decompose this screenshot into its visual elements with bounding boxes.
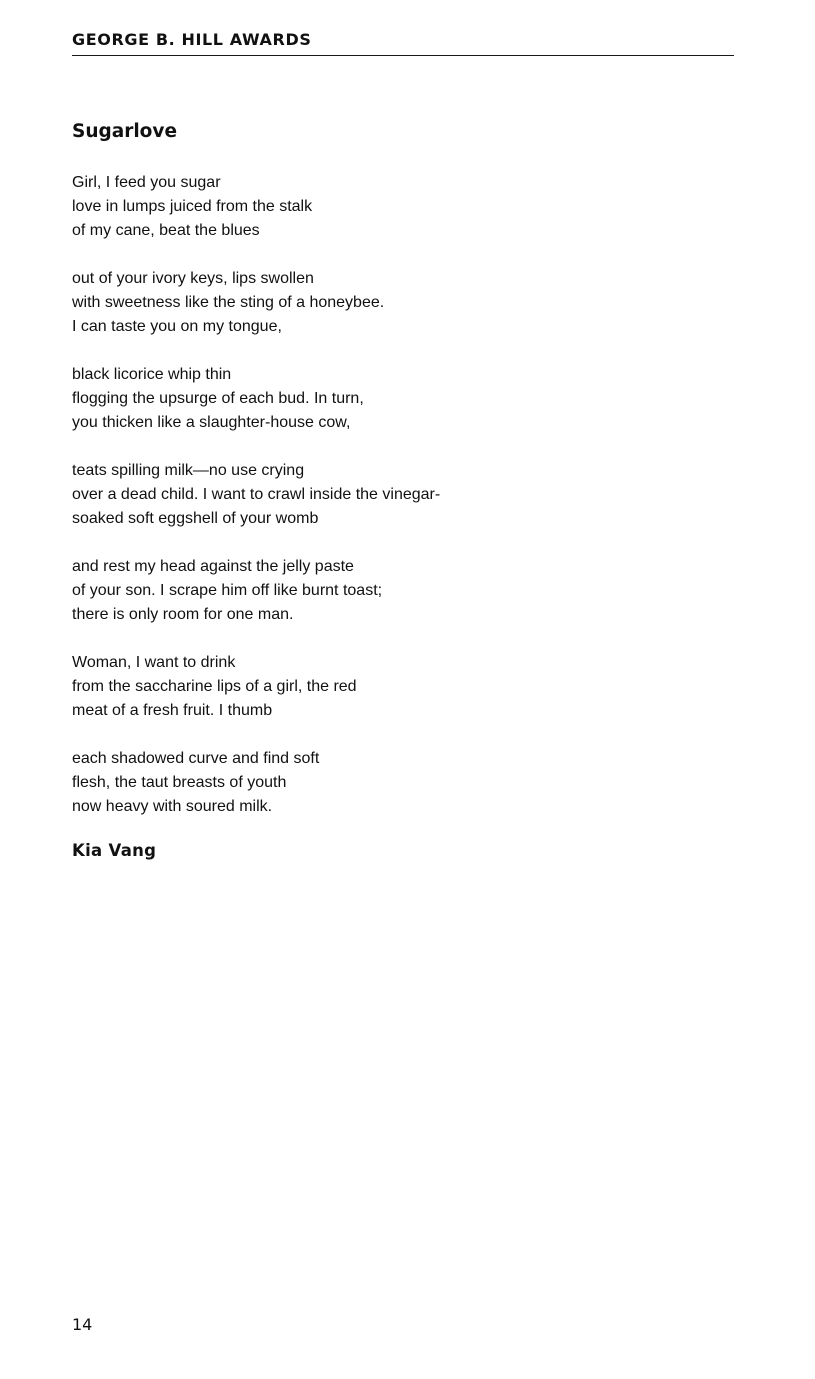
stanza-1 [72,171,592,243]
author-name: Kia Vang [72,841,157,860]
stanza-4 [72,459,592,531]
header-rule [72,55,734,56]
stanza-5 [72,555,592,627]
poem-line: soaked soft eggshell of your womb [72,510,319,527]
poem-line: love in lumps juiced from the stalk [72,198,313,215]
poem-line: Girl, I feed you sugar [72,174,221,191]
poem-line: flogging the upsurge of each bud. In turn, [72,390,364,407]
running-head-title: GEORGE B. HILL AWARDS [72,30,312,49]
poem-line: each shadowed curve and find soft [72,750,320,767]
poem-line: with sweetness like the sting of a honeybee. [72,294,385,311]
stanza-3 [72,363,592,435]
poem-line: and rest my head against the jelly paste [72,558,354,575]
poem-line: black licorice whip thin [72,366,232,383]
poem-line: from the saccharine lips of a girl, the red [72,678,357,695]
poem-line: flesh, the taut breasts of youth [72,774,287,791]
page-number: 14 [72,1315,93,1334]
poem-line: of my cane, beat the blues [72,222,260,239]
poem-line: you thicken like a slaughter-house cow, [72,414,351,431]
poem-line: there is only room for one man. [72,606,294,623]
poem-line: now heavy with soured milk. [72,798,273,815]
poem-line: I can taste you on my tongue, [72,318,282,335]
stanza-6 [72,651,592,723]
poem-line: Woman, I want to drink [72,654,236,671]
poem-line: of your son. I scrape him off like burnt toast; [72,582,383,599]
poem-line: teats spilling milk—no use crying [72,462,305,479]
stanza-7 [72,747,592,819]
poem-line: meat of a fresh fruit. I thumb [72,702,273,719]
poem-body [72,171,592,843]
poem-line: out of your ivory keys, lips swollen [72,270,314,287]
poem-title: Sugarlove [72,121,178,142]
stanza-2 [72,267,592,339]
poem-line: over a dead child. I want to crawl inside the vinegar- [72,486,441,503]
